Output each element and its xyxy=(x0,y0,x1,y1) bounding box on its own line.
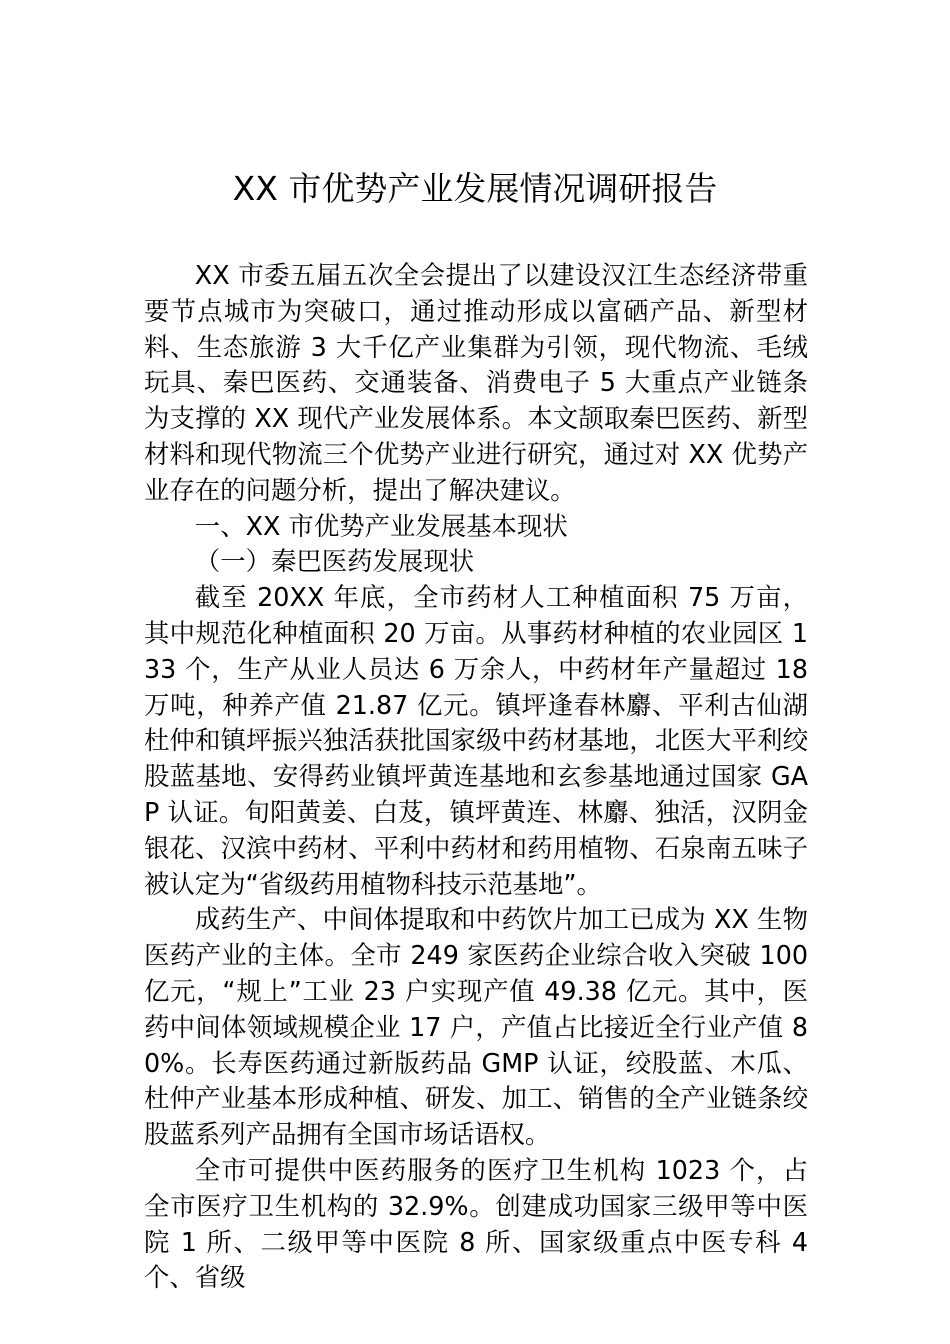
intro-paragraph: XX 市委五届五次全会提出了以建设汉江生态经济带重要节点城市为突破口，通过推动形成以富硒产品、新型材料、生态旅游 3 大千亿产业集群为引领，现代物流、毛绒玩具、秦巴医药、交通装备、消费电子 5 大重点产业链条为支撑的 XX 现代产业发展体系。本文颉取秦巴医药、新型材料和现代物流三个优势产业进行研究，通过对 XX 优势产业存在的问题分析，提出了解决建议。 xyxy=(144,260,808,505)
subsection-heading-1: （一）秦巴医药发展现状 xyxy=(194,546,475,577)
document-title: XX 市优势产业发展情况调研报告 xyxy=(232,169,718,208)
body-paragraph-1: 截至 20XX 年底，全市药材人工种植面积 75 万亩，其中规范化种植面积 20 万亩。从事药材种植的农业园区 133 个，生产从业人员达 6 万余人，中药材年产量超过 18 万吨，种养产值 21.87 亿元。镇坪逢春林麝、平利古仙湖杜仲和镇坪振兴独活获批国家级中药材基地，北医大平利绞股蓝基地、安得药业镇坪黄连基地和玄参基地通过国家 GAP 认证。旬阳黄姜、白芨，镇坪黄连、林麝、独活，汉阴金银花、汉滨中药材、平利中药材和药用植物、石泉南五味子被认定为“省级药用植物科技示范基地”。 xyxy=(144,582,808,899)
section-heading-1: 一、XX 市优势产业发展基本现状 xyxy=(194,510,568,541)
body-paragraph-3: 全市可提供中医药服务的医疗卫生机构 1023 个，占全市医疗卫生机构的 32.9%。创建成功国家三级甲等中医院 1 所、二级甲等中医院 8 所、国家级重点中医专科 4 个、省级 xyxy=(144,1154,808,1293)
document-body xyxy=(144,258,808,1296)
body-paragraph-2: 成药生产、中间体提取和中药饮片加工已成为 XX 生物医药产业的主体。全市 249 家医药企业综合收入突破 100 亿元，“规上”工业 23 户实现产值 49.38 亿元。其中，医药中间体领域规模企业 17 户，产值占比接近全行业产值 80%。长寿医药通过新版药品 GMP 认证，绞股蓝、木瓜、杜仲产业基本形成种植、研发、加工、销售的全产业链条绞股蓝系列产品拥有全国市场话语权。 xyxy=(144,904,808,1150)
